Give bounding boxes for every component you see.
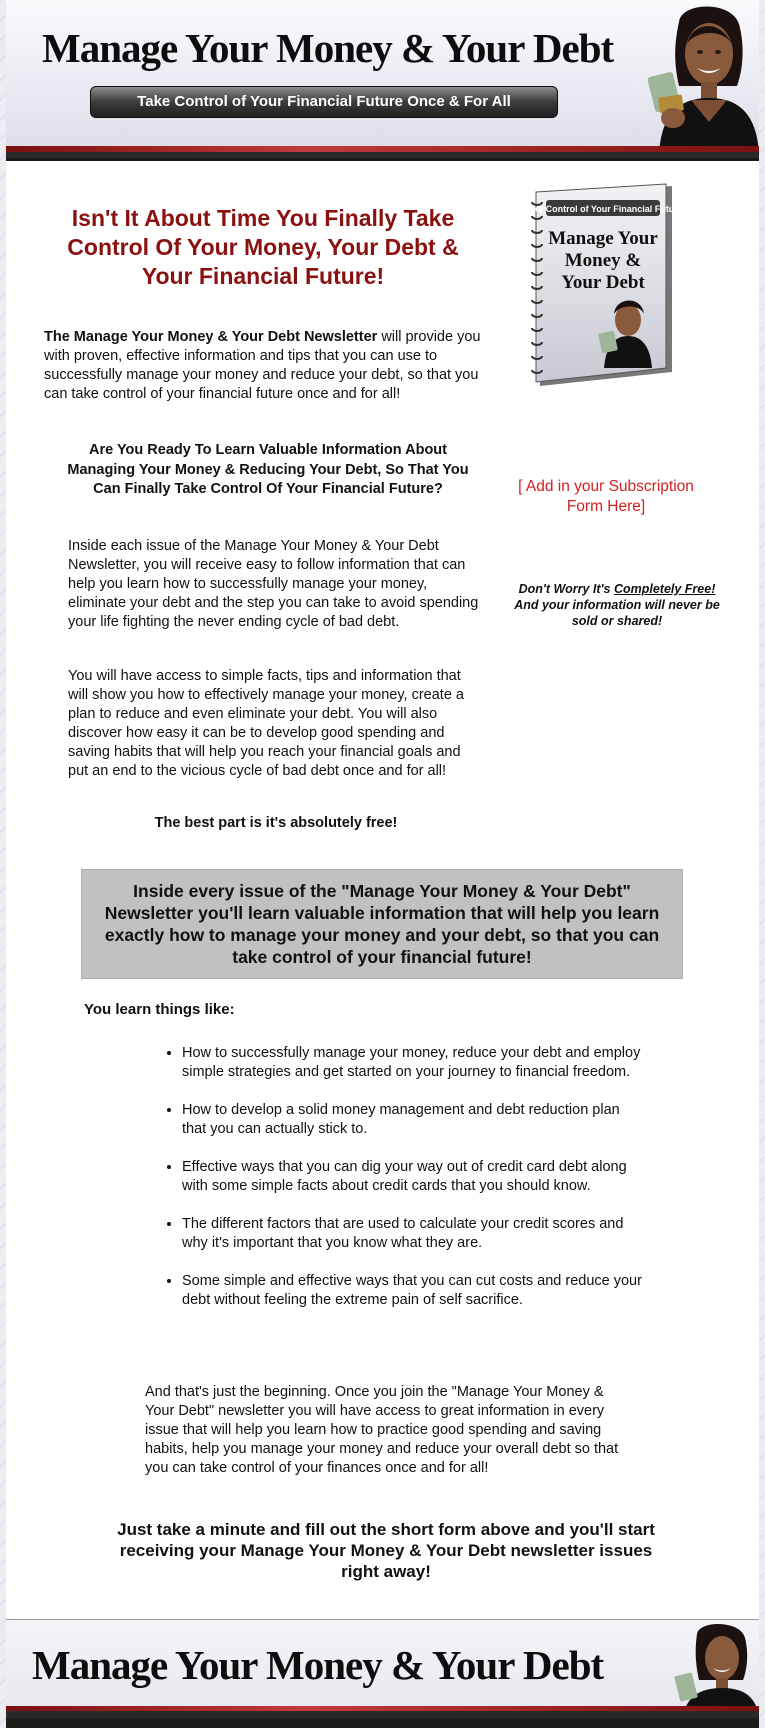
intro-paragraph bbox=[44, 328, 504, 404]
body-paragraph-2: You will have access to simple facts, tips and information that will show you how to effectively manage your money, create a plan to reduce and even eliminate your debt. You will also discover how easy it can be to develop good spending and saving habits that will help you reach your financial goals and put an end to the vicious cycle of bad debt once and for all! bbox=[68, 668, 464, 779]
question-heading: Are You Ready To Learn Valuable Information About Managing Your Money & Reducing Your Debt, So That You Can Finally Take Control Of Your Financial Future? bbox=[67, 442, 469, 497]
free-underlined: Completely Free! bbox=[613, 582, 716, 596]
list-item: • Some simple and effective ways that you can cut costs and reduce your debt without feeling the extreme pain of self sacrifice. bbox=[182, 1272, 642, 1310]
page-bottom-bar bbox=[6, 1718, 759, 1728]
list-item: • How to successfully manage your money, reduce your debt and employ simple strategies and get started on your journey to financial freedom. bbox=[182, 1044, 642, 1082]
ebook-banner: Take Control of Your Financial Future bbox=[523, 204, 683, 214]
header-dark-stripe bbox=[6, 152, 759, 158]
footer-banner bbox=[6, 1619, 759, 1719]
free-prefix: Don't Worry It's bbox=[518, 582, 614, 596]
free-suffix: And your information will never be sold or shared! bbox=[514, 598, 720, 628]
list-item: • The different factors that are used to calculate your credit scores and why it's important that you know what they are. bbox=[182, 1215, 642, 1253]
ebook-title-line3: Your Debt bbox=[561, 272, 645, 293]
callout-text: Inside every issue of the "Manage Your Money & Your Debt" Newsletter you'll learn valuable information that will help you learn exactly how to manage your money and your debt, so that you can take control of your financial future! bbox=[104, 881, 660, 967]
learn-heading: You learn things like: bbox=[84, 1001, 235, 1018]
ebook-title-line2: Money & bbox=[564, 250, 642, 271]
footer-title: Manage Your Money & Your Debt bbox=[32, 1642, 604, 1688]
subscription-form-placeholder[interactable]: [ Add in your Subscription Form Here] bbox=[518, 478, 694, 515]
best-part-text: The best part is it's absolutely free! bbox=[154, 815, 398, 831]
header-title: Manage Your Money & Your Debt bbox=[42, 25, 614, 71]
callout-box bbox=[81, 869, 683, 979]
list-item: • How to develop a solid money management and debt reduction plan that you can actually stick to. bbox=[182, 1101, 642, 1139]
woman-photo-small bbox=[669, 1620, 759, 1719]
list-item: • Effective ways that you can dig your way out of credit card debt along with some simple facts about credit cards that you should know. bbox=[182, 1158, 642, 1196]
header-banner bbox=[6, 0, 759, 161]
intro-lead: The Manage Your Money & Your Debt Newsletter bbox=[44, 329, 378, 345]
body-paragraph-1: Inside each issue of the Manage Your Money & Your Debt Newsletter, you will receive easy to follow information that can help you learn how to successfully manage your money, eliminate your debt and the step you can take to avoid spending your life fighting the never ending cycle of bad debt. bbox=[68, 538, 479, 630]
benefits-list bbox=[160, 1044, 642, 1329]
closing-paragraph: And that's just the beginning. Once you join the "Manage Your Money & Your Debt" newsletter you will have access to great information in every issue that will help you learn how to practice good spending and saving habits, help you manage your money and reduce your overall debt so that you can take control of your finances once and for all! bbox=[145, 1384, 619, 1476]
final-call-to-action: Just take a minute and fill out the short form above and you'll start receiving your Manage Your Money & Your Debt newsletter issues right away! bbox=[117, 1520, 655, 1581]
landing-page bbox=[6, 0, 759, 1728]
page-headline: Isn't It About Time You Finally Take Control Of Your Money, Your Debt & Your Financial Future! bbox=[67, 205, 459, 289]
ebook-title-line1: Manage Your bbox=[548, 228, 658, 249]
header-tagline: Take Control of Your Financial Future Once & For All bbox=[90, 86, 558, 118]
woman-photo bbox=[639, 0, 759, 155]
intro-rest: will provide you with proven, effective information and tips that you can use to successfully manage your money and reduce your debt, so that you can take control of your financial future once and for all! bbox=[44, 329, 481, 402]
free-notice bbox=[502, 581, 732, 629]
ebook-cover-image bbox=[516, 182, 686, 404]
